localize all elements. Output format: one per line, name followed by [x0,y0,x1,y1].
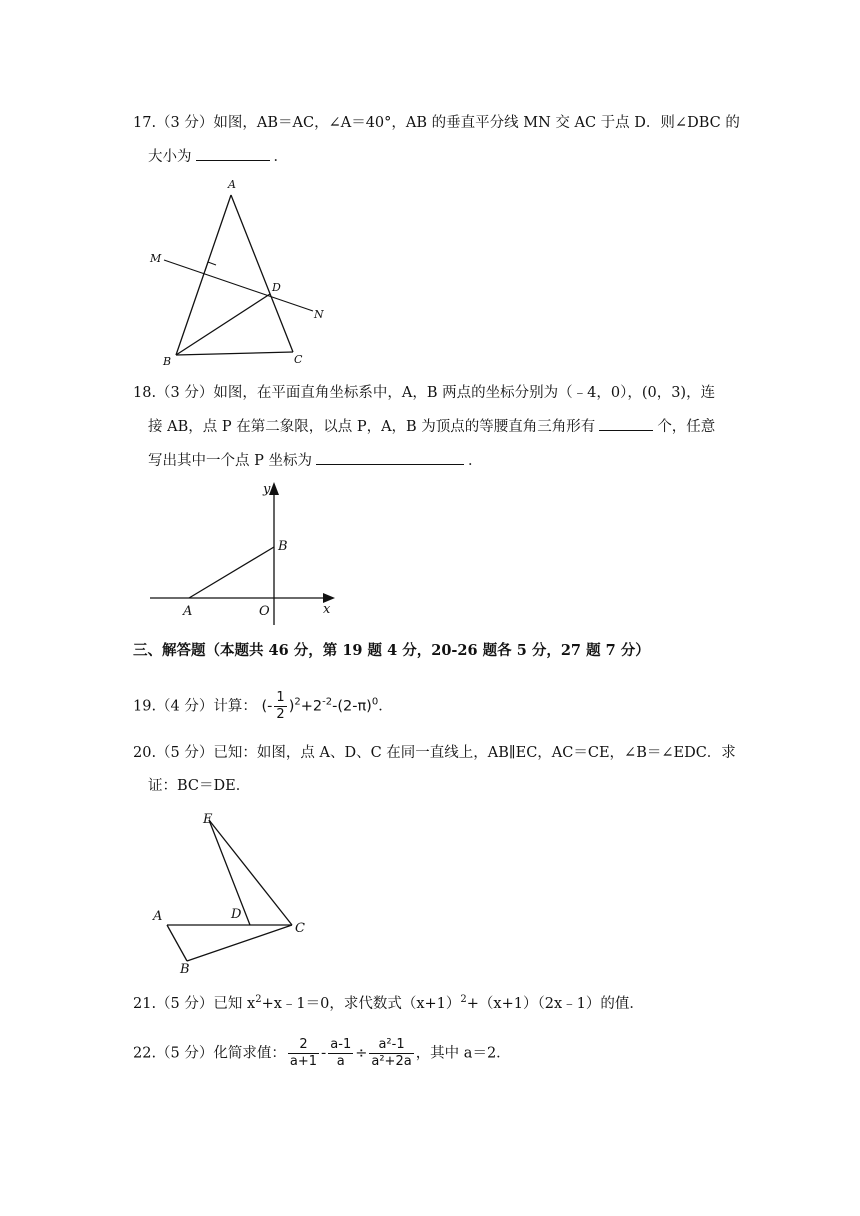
q19-frac-num: 1 [276,690,285,705]
q22-f3-num: a²-1 [369,1037,413,1054]
q18-text-line3-end: ． [467,453,483,469]
q19-prefix: 19.（4 分）计算： [133,698,257,715]
q20-text-line2: 证：BC＝DE． [148,778,251,794]
q18-point-blank[interactable] [316,450,464,465]
q19-frac-den: 2 [276,707,285,722]
q22-minus: - [321,1045,327,1062]
q17-answer-blank[interactable] [196,146,270,161]
q19-exp1: 2 [294,696,301,708]
section-3-heading: 三、解答题（本题共 46 分，第 19 题 4 分，20-26 题各 5 分，27 题 7 分） [133,642,650,659]
q17-label-b: B [163,355,172,368]
q18-label-o: O [259,604,270,619]
q17-label-c: C [294,353,303,366]
q18-label-y: y [263,482,271,497]
q18-text-line2-suffix: 个，任意 [657,419,716,435]
q20-label-d: D [231,907,242,922]
q21-part-a: 21.（5 分）已知 x [133,995,256,1012]
q18-text-line2 [148,416,715,437]
q17-text-prefix: 大小为 [148,149,192,165]
q22-prefix: 22.（5 分）化简求值： [133,1045,286,1062]
q22-suffix: ，其中 a＝2． [415,1045,511,1062]
q18-count-blank[interactable] [599,416,653,431]
q20-label-c: C [295,921,305,936]
q22-line [133,1037,511,1070]
q17-label-n: N [314,308,324,321]
q22-divide: ÷ [355,1045,368,1062]
q21-line [133,990,644,1014]
q21-part-b: +x﹣1＝0，求代数式（x+1） [261,995,461,1012]
q19-close: ) [288,698,295,715]
q20-label-b: B [180,962,190,977]
q21-sup1: 2 [255,994,262,1005]
q17-text-line2 [148,146,288,167]
q22-f1-den: a+1 [289,1054,318,1069]
q22-f3-den: a²+2a [371,1054,412,1069]
q22-fraction-2 [328,1037,353,1070]
q19-line [133,690,393,723]
q19-rest: -(2-π) [332,698,372,715]
q20-figure [145,805,325,980]
q21-sup2: 2 [460,994,467,1005]
q20-label-a: A [153,909,163,924]
q21-part-c: +（x+1）（2x﹣1）的值． [466,995,644,1012]
q18-label-a: A [183,604,193,619]
q17-text-end: ． [273,149,288,165]
q19-open: (- [261,698,273,715]
q22-fraction-1 [288,1037,319,1070]
q19-exp2: -2 [322,696,333,708]
q17-label-a: A [228,178,236,191]
q17-figure [140,175,340,370]
q18-figure [145,475,345,635]
q17-text-line1: 17.（3 分）如图，AB＝AC，∠A＝40°，AB 的垂直平分线 MN 交 AC 于点 D．则∠DBC 的 [133,115,740,131]
q18-text-line2-prefix: 接 AB，点 P 在第二象限，以点 P，A，B 为顶点的等腰直角三角形有 [148,419,596,435]
q17-label-d: D [272,281,281,294]
q22-f2-den: a [336,1054,345,1069]
q18-label-b: B [278,539,288,554]
q22-f2-num: a-1 [330,1037,352,1052]
q20-text-line1: 20.（5 分）已知：如图，点 A、D、C 在同一直线上，AB∥EC，AC＝CE，∠B＝∠EDC．求 [133,745,736,761]
q17-label-m: M [150,252,162,265]
q19-end: ． [378,698,393,715]
q18-text-line3 [148,450,482,471]
q19-fraction [274,690,286,723]
q18-label-x: x [323,602,331,617]
q22-f1-num: 2 [288,1037,319,1054]
q22-fraction-3 [369,1037,413,1070]
q18-text-line3-prefix: 写出其中一个点 P 坐标为 [148,453,312,469]
q20-label-e: E [203,812,213,827]
q19-exp3: 0 [371,696,379,708]
q19-plus2: +2 [300,698,323,715]
q18-text-line1: 18.（3 分）如图，在平面直角坐标系中，A，B 两点的坐标分别为（﹣4，0），(0，3)，连 [133,385,716,401]
